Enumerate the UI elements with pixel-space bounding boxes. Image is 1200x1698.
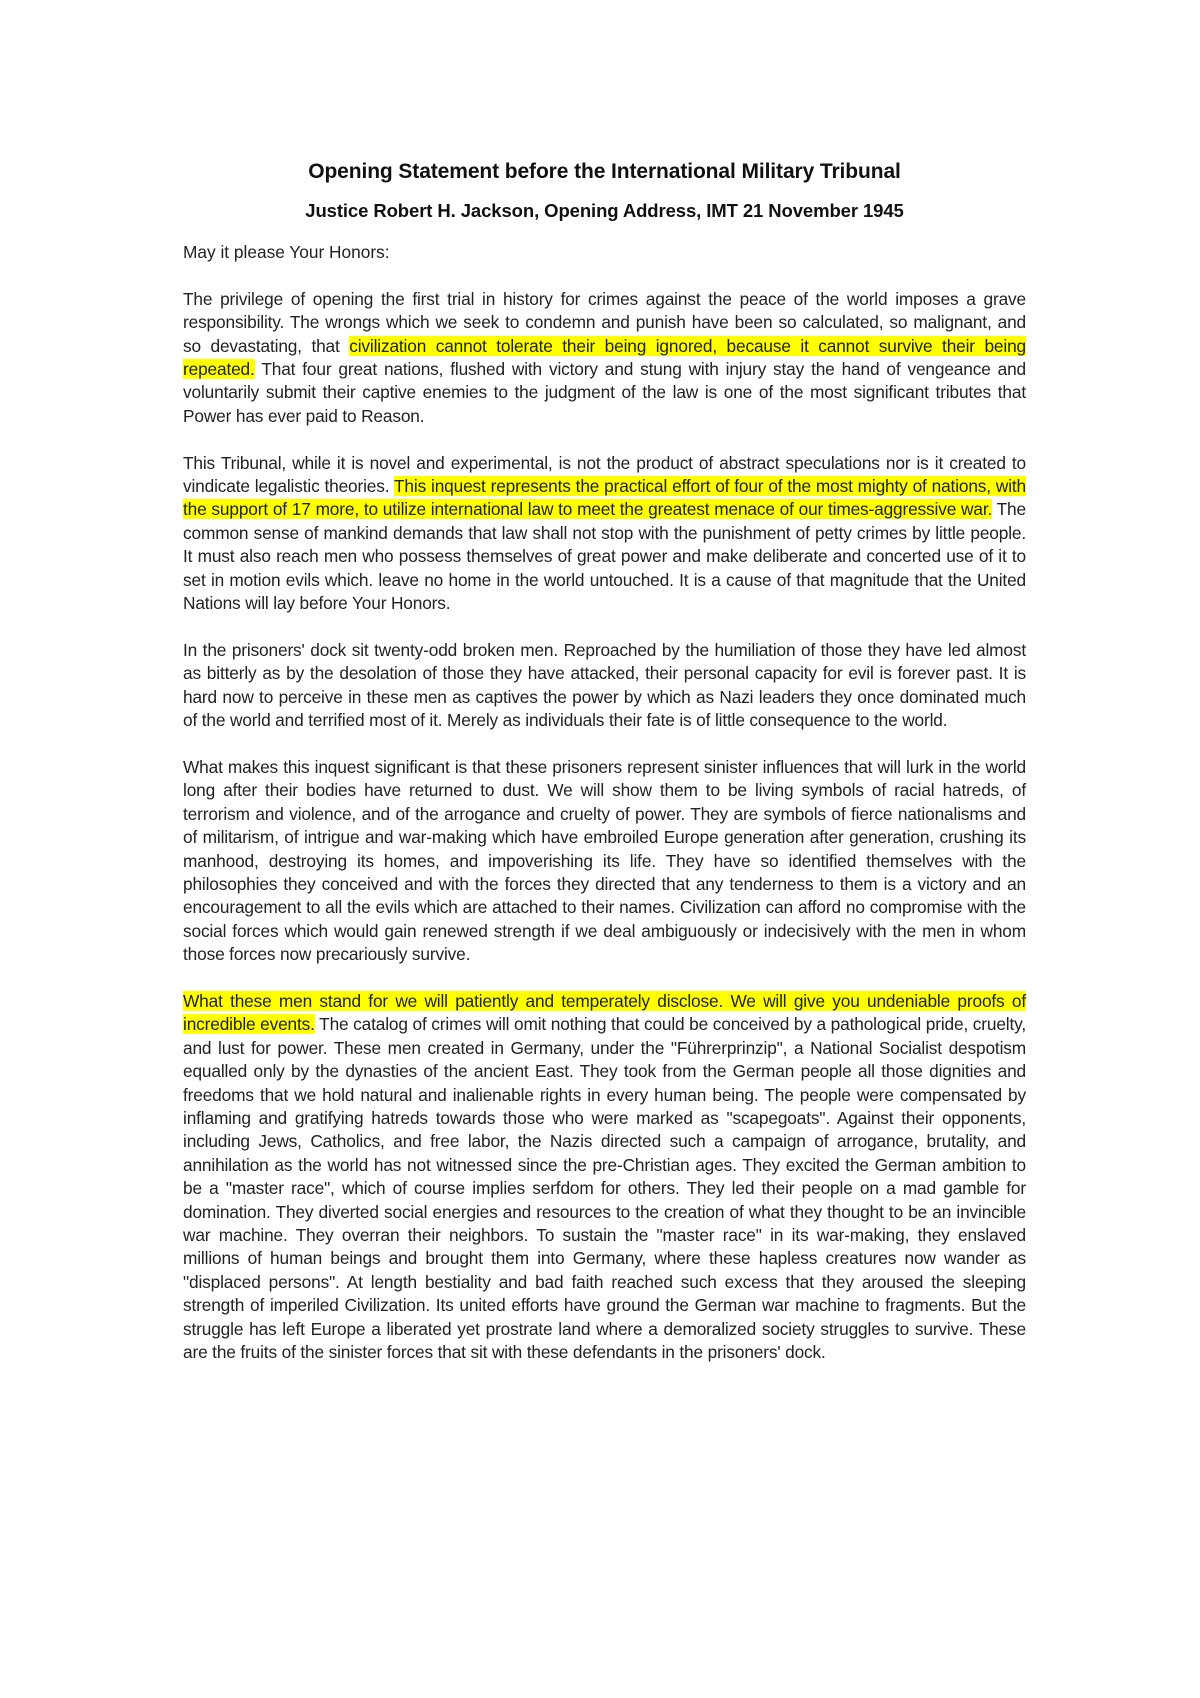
- paragraph-2-highlight: This inquest represents the practical effort of four of the most mighty of nations, with the support of 17 more, to utilize international law to meet the greatest menace of our times-aggressive war.: [183, 476, 1027, 520]
- paragraph-5: [183, 990, 1026, 1365]
- paragraph-2-text-before: This Tribunal, while it is novel and experimental, is not the product of abstract speculations nor is it created to vindicate legalistic theories.: [183, 452, 1026, 497]
- document-title: Opening Statement before the International Military Tribunal: [308, 160, 901, 183]
- paragraph-4: What makes this inquest significant is that these prisoners represent sinister influences that will lurk in the world long after their bodies have returned to dust. We will show them to be living symbols of racial hatreds, of terrorism and violence, and of the arrogance and cruelty of power. They are symbols of fierce nationalisms and of militarism, of intrigue and war-making which have embroiled Europe generation after generation, crushing its manhood, destroying its homes, and impoverishing its life. They have so identified themselves with the philosophies they conceived and with the forces they directed that any tenderness to them is a victory and an encouragement to all the evils which are attached to their names. Civilization can afford no compromise with the social forces which would gain renewed strength if we deal ambiguously or indecisively with the men in whom those forces now precariously survive.: [183, 756, 1026, 965]
- paragraph-3: In the prisoners' dock sit twenty-odd broken men. Reproached by the humiliation of those they have led almost as bitterly as by the desolation of those they have attacked, their personal capacity for evil is forever past. It is hard now to perceive in these men as captives the power by which as Nazi leaders they once dominated much of the world and terrified most of it. Merely as individuals their fate is of little consequence to the world.: [183, 639, 1026, 731]
- paragraph-1-highlight: civilization cannot tolerate their being ignored, because it cannot survive their being repeated.: [183, 335, 1026, 380]
- paragraph-2-text-after: The common sense of mankind demands that law shall not stop with the punishment of petty crimes by little people. It must also reach men who possess themselves of great power and make deliberate and concerted use of it to set in motion evils which. leave no home in the world untouched. It is a cause of that magnitude that the United Nations will lay before Your Honors.: [183, 499, 1026, 614]
- document-body: [183, 158, 1026, 1364]
- paragraph-5-highlight: What these men stand for we will patiently and temperately disclose. We will give you undeniable proofs of incredible events.: [183, 990, 1026, 1035]
- paragraph-1: [183, 288, 1026, 428]
- paragraph-5-text-after: The catalog of crimes will omit nothing that could be conceived by a pathological pride, cruelty, and lust for power. These men created in Germany, under the "Führerprinzip", a National Socialist despotism equalled only by the dynasties of the ancient East. They took from the German people all those dignities and freedoms that we hold natural and inalienable rights in every human being. The people were compensated by inflaming and gratifying hatreds towards those who were marked as "scapegoats". Against their opponents, including Jews, Catholics, and free labor, the Nazis directed such a campaign of arrogance, brutality, and annihilation as the world has not witnessed since the pre-Christian ages. They excited the German ambition to be a "master race", which of course implies serfdom for others. They led their people on a mad gamble for domination. They diverted social energies and resources to the creation of what they thought to be an invincible war machine. They overran their neighbors. To sustain the "master race" in its war-making, they enslaved millions of human beings and brought them into Germany, where these hapless creatures now wander as "displaced persons". At length bestiality and bad faith reached such excess that they aroused the sleeping strength of imperiled Civilization. Its united efforts have ground the German war machine to fragments. But the struggle has left Europe a liberated yet prostrate land where a demoralized society struggles to survive. These are the fruits of the sinister forces that sit with these defendants in the prisoners' dock.: [183, 1014, 1026, 1363]
- paragraph-1-text-after: That four great nations, flushed with victory and stung with injury stay the hand of vengeance and voluntarily submit their captive enemies to the judgment of the law is one of the most significant tributes that Power has ever paid to Reason.: [183, 359, 1026, 426]
- paragraph-1-text-before: The privilege of opening the first trial in history for crimes against the peace of the world imposes a grave responsibility. The wrongs which we seek to condemn and punish have been so calculated, so malignant, and so devastating, that: [183, 288, 1026, 356]
- salutation: May it please Your Honors:: [183, 242, 390, 262]
- paragraph-2: [183, 452, 1026, 616]
- document-subtitle: Justice Robert H. Jackson, Opening Address, IMT 21 November 1945: [305, 200, 904, 221]
